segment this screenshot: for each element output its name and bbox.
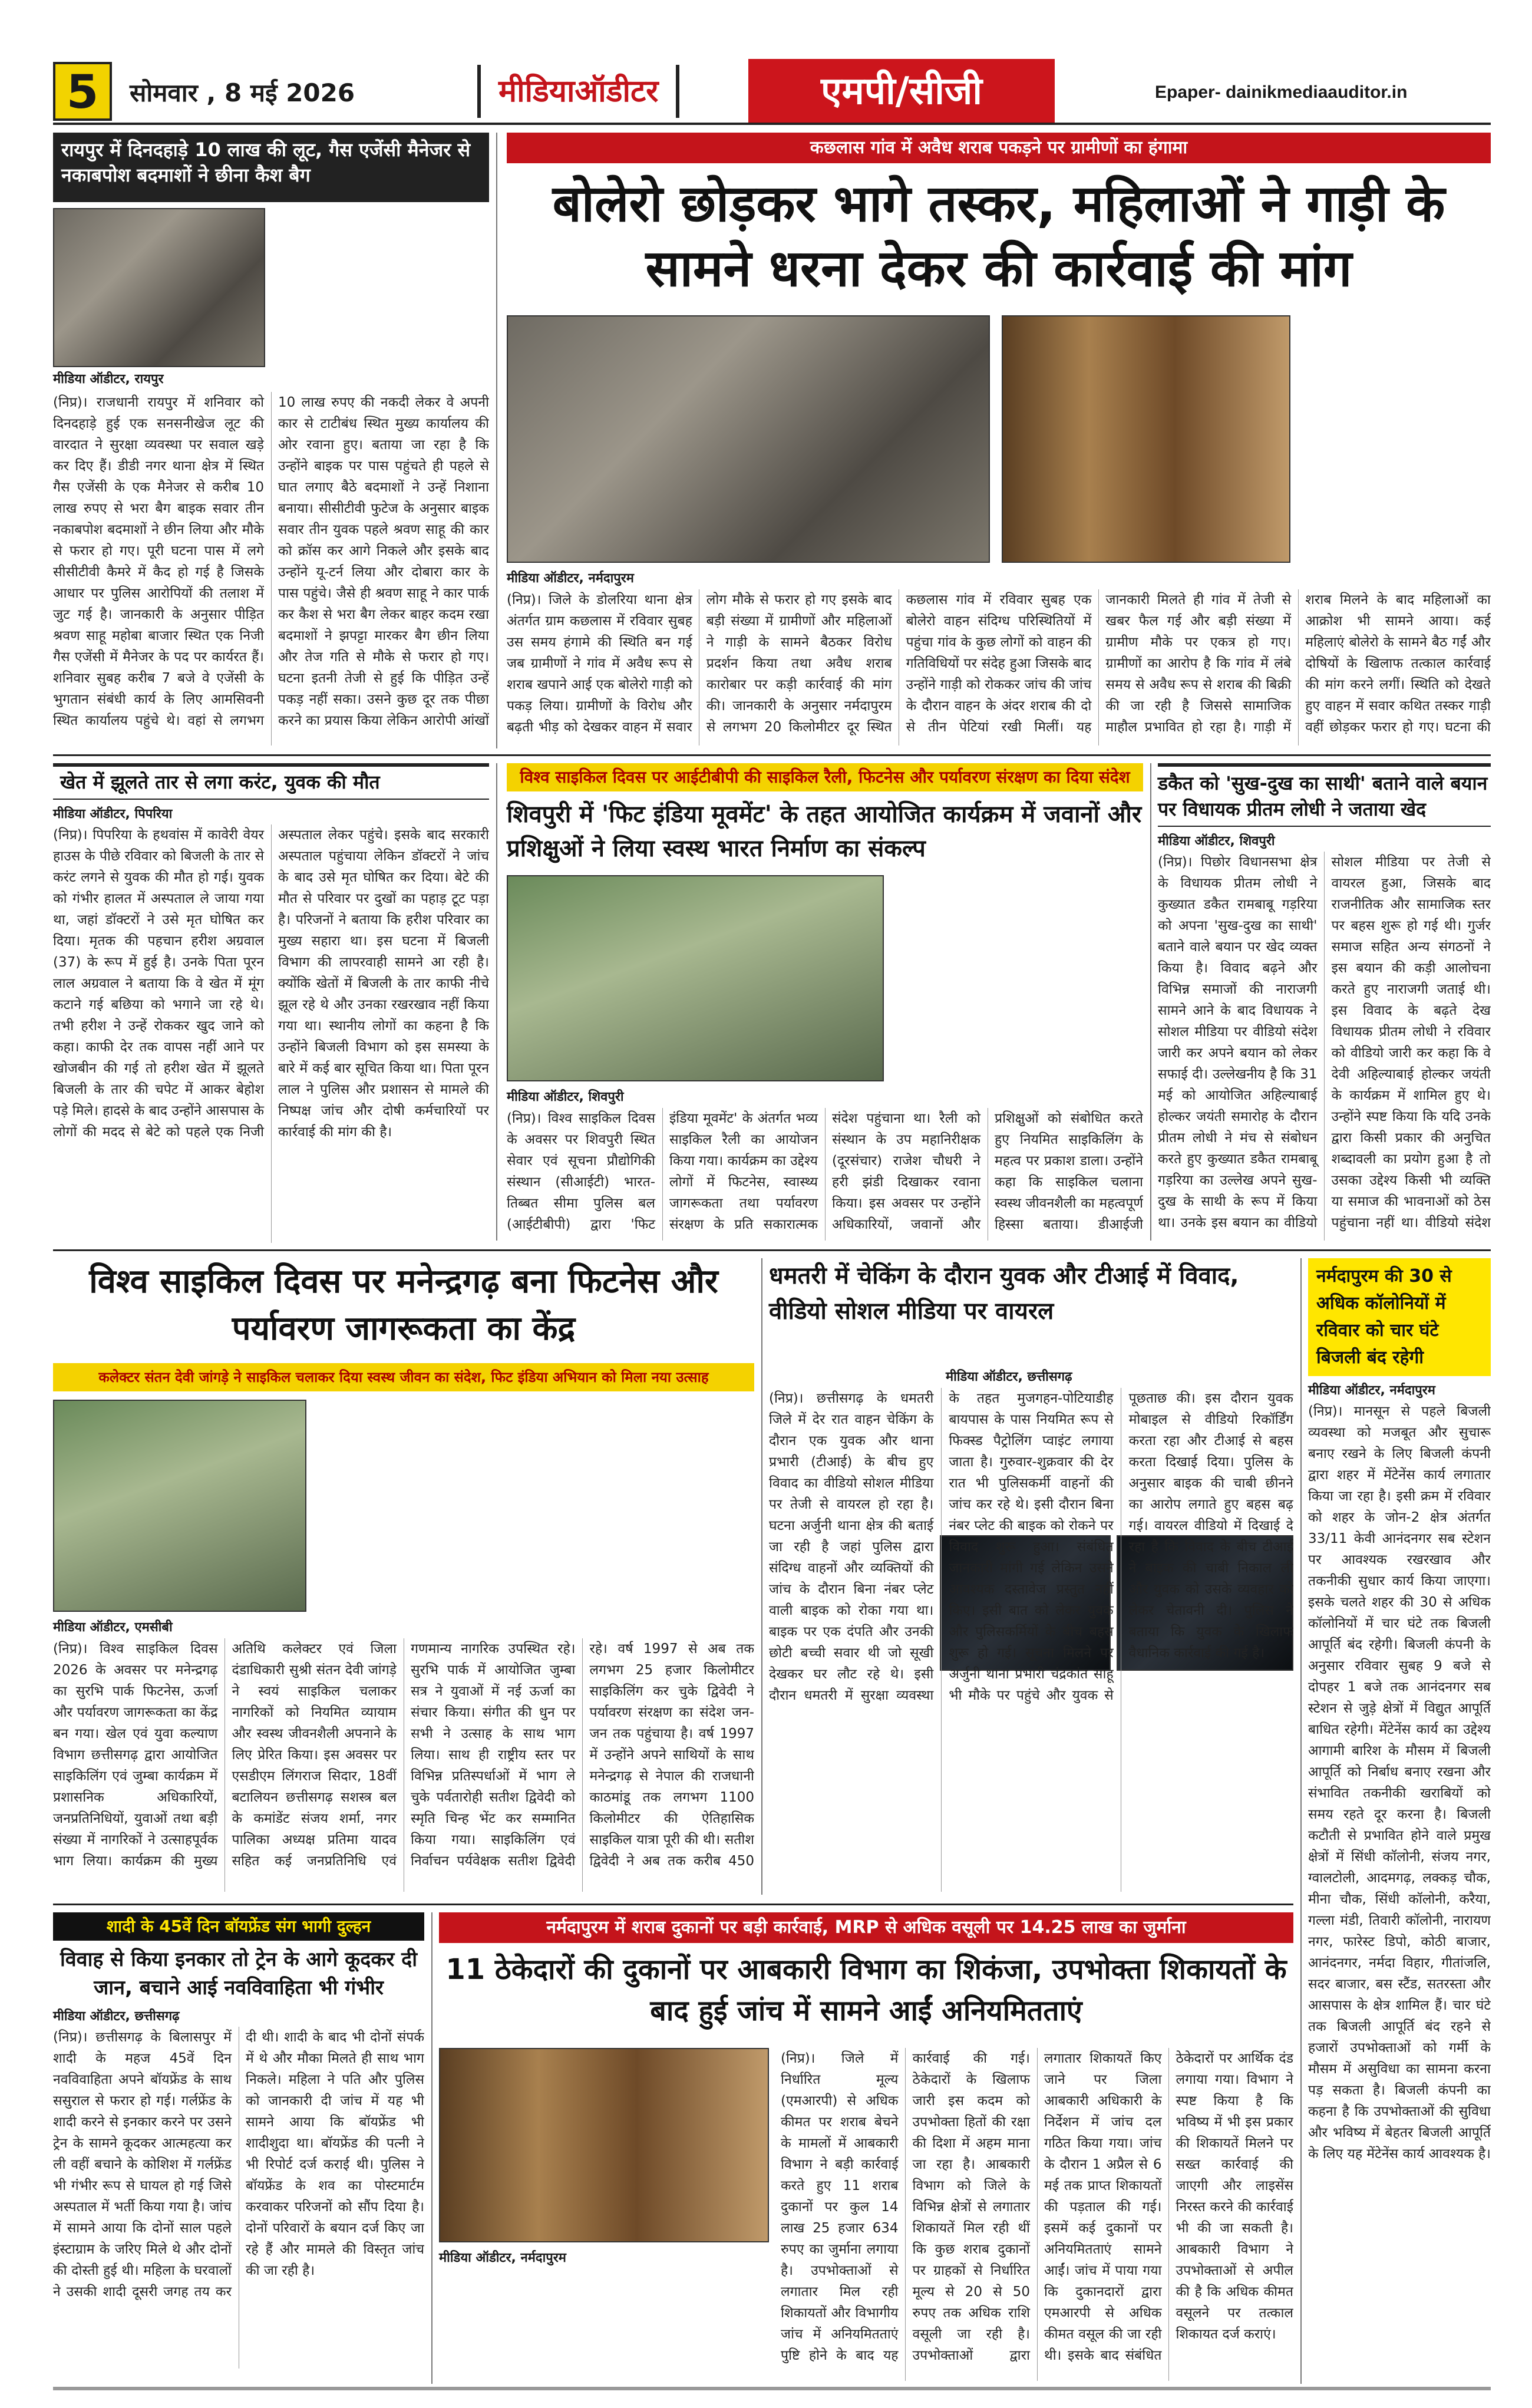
story-photo bbox=[439, 2048, 769, 2242]
story-photo-liquor bbox=[1002, 315, 1290, 563]
paper-name: मीडियाऑडीटर bbox=[477, 65, 679, 118]
story-headline: विश्व साइकिल दिवस पर मनेन्द्रगढ़ बना फिटनेस और पर्यावरण जागरूकता का केंद्र bbox=[89, 1262, 718, 1348]
story-headline: धमतरी में चेकिंग के दौरान युवक और टीआई में विवाद, वीडियो सोशल मीडिया पर वायरल bbox=[769, 1262, 1239, 1325]
story-kicker: नर्मदापुरम में शराब दुकानों पर बड़ी कार्रवाई, MRP से अधिक वसूली पर 14.25 लाख का जुर्माना bbox=[439, 1912, 1293, 1943]
column-divider bbox=[1300, 1258, 1302, 2384]
story-dateline: मीडिया ऑडीटर, नर्मदापुरम bbox=[439, 2251, 566, 2265]
story-body: (निप्र)। राजधानी रायपुर में शनिवार को दिनदहाड़े हुई एक सनसनीखेज लूट की वारदात ने सुरक्षा व्यवस्था पर सवाल खड़े कर दिए हैं। डीडी नगर थाना क्षेत्र में स्थित गैस एजेंसी के एक मैनेजर से करीब 10 लाख रुपए से भरा बैग बाइक सवार तीन नकाबपोश बदमाशों ने छीन लिया और मौके से फरार हो गए। पूरी घटना पास में लगे सीसीटीवी कैमरे में कैद हो गई है जिसके आधार पर पुलिस आरोपियों की तलाश में जुट गई है। जानकारी के अनुसार पीड़ित श्रवण साहू महोबा बाजार स्थित एक निजी गैस एजेंसी में मैनेजर के पद पर कार्यरत हैं। शनिवार सुबह करीब 7 बजे वे एजेंसी के भुगतान संबंधी कार्य के लिए आमसिवनी स्थित कार्यालय पहुंचे थे। वहां से लगभग 10 लाख रुपए की नकदी लेकर वे अपनी कार से टाटीबंध स्थित मुख्य कार्यालय की ओर रवाना हुए। बताया जा रहा है कि उन्होंने बाइक पर पास पहुंचते ही पहले से घात लगाए बैठे बदमाशों ने उन्हें निशाना बनाया। सीसीटीवी फुटेज के अनुसार बाइक सवार तीन युवक पहले श्रवण साहू की कार को क्रॉस कर आगे निकले और इसके बाद उन्होंने यू-टर्न लिया और दोबारा कार के पास पहुंचे। जैसे ही श्रवण साहू ने कार पार्क कर कैश से भरा बैग लेकर बाहर कदम रखा बदमाशों ने झपट्टा मारकर बैग छीन लिया और तेज गति से मौके से फरार हो गए। घटना इतनी तेजी से हुई कि पीड़ित उन्हें पकड़ नहीं सका। उसने कुछ दूर तक पीछा करने का प्रयास किया लेकिन आरोपी आंखों bbox=[53, 395, 489, 728]
story-dateline: मीडिया ऑडीटर, एमसीबी bbox=[53, 1620, 173, 1635]
section-rule bbox=[53, 1904, 1293, 1905]
story-kicker: शादी के 45वें दिन बॉयफ्रेंड संग भागी दुल्हन bbox=[53, 1912, 424, 1941]
story-body-left bbox=[439, 2269, 769, 2381]
column-divider bbox=[1150, 763, 1151, 1241]
story-raipur-loot bbox=[53, 133, 489, 748]
story-headline: बोलेरो छोड़कर भागे तस्कर, महिलाओं ने गाड़ी के सामने धरना देकर की कार्रवाई की मांग bbox=[552, 174, 1445, 298]
story-electrocution bbox=[53, 763, 489, 1241]
page-number: 5 bbox=[53, 62, 112, 121]
story-body-right bbox=[318, 1400, 754, 1612]
story-dateline: मीडिया ऑडीटर, रायपुर bbox=[53, 372, 164, 387]
column-divider bbox=[761, 1258, 762, 1895]
story-kicker: कलेक्टर संतन देवी जांगड़े ने साइकिल चलाकर दिया स्वस्थ जीवन का संदेश, फिट इंडिया अभियान को मिला नया उत्साह bbox=[53, 1363, 754, 1391]
story-photo-vehicle bbox=[507, 315, 990, 563]
story-dateline: मीडिया ऑडीटर, शिवपुरी bbox=[507, 1090, 624, 1104]
story-dateline: मीडिया ऑडीटर, नर्मदापुरम bbox=[1308, 1383, 1435, 1398]
story-bolero-liquor bbox=[507, 133, 1491, 748]
story-power-cut bbox=[1308, 1258, 1491, 2384]
story-headline: शिवपुरी में 'फिट इंडिया मूवमेंट' के तहत आयोजित कार्यक्रम में जवानों और प्रशिक्षुओं ने लिया स्वस्थ भारत निर्माण का संकल्प bbox=[507, 801, 1142, 862]
story-body: (निप्र)। विश्व साइकिल दिवस 2026 के अवसर पर मनेन्द्रगढ़ का सुरभि पार्क फिटनेस, ऊर्जा और पर्यावरण जागरूकता का केंद्र बन गया। खेल एवं युवा कल्याण विभाग छत्तीसगढ़ द्वारा आयोजित साइकिलिंग एवं जुम्बा कार्यक्रम में प्रशासनिक अधिकारियों, जनप्रतिनिधियों, युवाओं तथा बड़ी संख्या में नागरिकों ने उत्साहपूर्वक भाग लिया। कार्यक्रम की मुख्य अतिथि कलेक्टर एवं जिला दंडाधिकारी सुश्री संतन देवी जांगड़े ने स्वयं साइकिल चलाकर नागरिकों को नियमित व्यायाम और स्वस्थ जीवनशैली अपनाने के लिए प्रेरित किया। इस अवसर पर एसडीएम लिंगराज सिदार, 18वीं बटालियन छत्तीसगढ़ सशस्त्र बल के कमांडेंट संजय शर्मा, नगर पालिका अध्यक्ष प्रतिमा यादव सहित कई जनप्रतिनिधि एवं गणमान्य नागरिक उपस्थित रहे। सुरभि पार्क में आयोजित जुम्बा सत्र ने युवाओं में नई ऊर्जा का संचार किया। संगीत की धुन पर सभी ने उत्साह के साथ भाग लिया। साथ ही राष्ट्रीय स्तर पर विभिन्न प्रतिस्पर्धाओं में भाग ले चुके पर्वतारोही सतीश द्विवेदी को स्मृति चिन्ह भेंट कर सम्मानित किया गया। साइकिलिंग एवं निर्वाचन पर्यवेक्षक सतीश द्विवेदी रहे। वर्ष 1997 से अब तक लगभग 25 हजार किलोमीटर साइकिलिंग कर चुके द्विवेदी ने पर्यावरण संरक्षण का संदेश जन-जन तक पहुंचाया है। वर्ष 1997 में उन्होंने अपने साथियों के साथ मनेन्द्रगढ़ से नेपाल की राजधानी काठमांडू तक लगभग 1100 किलोमीटर की ऐतिहासिक साइकिल यात्रा पूरी की थी। सतीश द्विवेदी ने अब तक करीब 450 bbox=[53, 1641, 754, 1869]
story-headline: रायपुर में दिनदहाड़े 10 लाख की लूट, गैस एजेंसी मैनेजर से नकाबपोश बदमाशों ने छीना कैश बैग bbox=[53, 133, 489, 202]
story-bride bbox=[53, 1912, 424, 2384]
story-dateline: मीडिया ऑडीटर, नर्मदापुरम bbox=[507, 571, 634, 586]
story-headline: नर्मदापुरम की 30 से अधिक कॉलोनियों में रविवार को चार घंटे बिजली बंद रहेगी bbox=[1308, 1258, 1491, 1376]
story-dateline: मीडिया ऑडीटर, पिपरिया bbox=[53, 806, 173, 822]
story-manendragarh bbox=[53, 1258, 754, 1895]
story-body: (निप्र)। पिपरिया के हथवांस में कावेरी वेयर हाउस के पीछे रविवार को बिजली के तार से करंट लगने से युवक की मौत हो गई। युवक को गंभीर हालत में अस्पताल ले जाया गया था, जहां डॉक्टरों ने उसे मृत घोषित कर दिया। मृतक की पहचान हरीश अग्रवाल (37) के रूप में हुई है। उनके पिता पूरन लाल अग्रवाल ने बताया कि वे खेत में मूंग कटाने गई बछिया को भगाने जा रहे थे। तभी हरीश ने उन्हें रोककर खुद जाने को कहा। काफी देर तक वापस नहीं आने पर खोजबीन की गई तो हरीश खेत में झूलते बिजली के तार की चपेट में आकर बेहोश पड़े मिले। हादसे के बाद उन्होंने आसपास के लोगों की मदद से बेटे को पहले एक निजी अस्पताल लेकर पहुंचे। इसके बाद सरकारी अस्पताल पहुंचाया लेकिन डॉक्टरों ने जांच के बाद उसे मृत घोषित कर दिया। बेटे की मौत से परिवार पर दुखों का पहाड़ टूट पड़ा है। परिजनों ने बताया कि हरीश परिवार का मुख्य सहारा था। इस घटना में बिजली विभाग की लापरवाही सामने आ रही है। क्योंकि खेतों में बिजली के तार काफी नीचे झूल रहे थे और उनका रखरखाव नहीं किया गया था। स्थानीय लोगों का कहना है कि उन्होंने बिजली विभाग को इस समस्या के बारे में कई बार सूचित किया था। पिता पूरन लाल ने पुलिस और प्रशासन से मामले की निष्पक्ष जांच और दोषी कर्मचारियों पर कार्रवाई की मांग की है। bbox=[53, 827, 489, 1140]
masthead-rule bbox=[53, 123, 1491, 125]
story-body: (निप्र)। विश्व साइकिल दिवस के अवसर पर शिवपुरी स्थित सेवार एवं सूचना प्रौद्योगिकी संस्थान (सीआईटी) भारत-तिब्बत सीमा पुलिस बल (आईटीबीपी) द्वारा 'फिट इंडिया मूवमेंट' के अंतर्गत भव्य साइकिल रैली का आयोजन किया गया। कार्यक्रम का उद्देश्य लोगों में फिटनेस, स्वास्थ्य जागरूकता तथा पर्यावरण संरक्षण के प्रति सकारात्मक संदेश पहुंचाना था। रैली को संस्थान के उप महानिरीक्षक (दूरसंचार) राजेश चौधरी ने हरी झंडी दिखाकर रवाना किया। इस अवसर पर उन्होंने अधिकारियों, जवानों और प्रशिक्षुओं को संबोधित करते हुए नियमित साइकिलिंग के महत्व पर प्रकाश डाला। उन्होंने कहा कि साइकिल चलाना स्वस्थ जीवनशैली का महत्वपूर्ण हिस्सा बताया। डीआईजी bbox=[507, 1111, 1143, 1232]
story-body: (निप्र)। पिछोर विधानसभा क्षेत्र के विधायक प्रीतम लोधी ने कुख्यात डकैत रामबाबू गड़रिया को अपना 'सुख-दुख का साथी' बताने वाले बयान पर खेद व्यक्त किया है। विवाद बढ़ने और विभिन्न समाजों की नाराजगी सामने आने के बाद विधायक ने सोशल मीडिया पर वीडियो संदेश जारी कर अपने बयान को लेकर सफाई दी। उल्लेखनीय है कि 31 मई को आयोजित अहिल्याबाई होल्कर जयंती समारोह के दौरान प्रीतम लोधी ने मंच से संबोधन करते हुए कुख्यात डकैत रामबाबू गड़रिया का उल्लेख अपने सुख-दुख के साथी के रूप में किया था। उनके इस बयान का वीडियो सोशल मीडिया पर तेजी से वायरल हुआ, जिसके बाद राजनीतिक और सामाजिक स्तर पर बहस शुरू हो गई थी। गुर्जर समाज सहित अन्य संगठनों ने इस बयान की कड़ी आलोचना करते हुए नाराजगी जताई थी। इस विवाद के बढ़ते देख विधायक प्रीतम लोधी ने रविवार को वीडियो जारी कर कहा कि वे देवी अहिल्याबाई होल्कर जयंती के कार्यक्रम में शामिल हुए थे। उन्होंने स्पष्ट किया कि यदि उनके द्वारा किसी प्रकार की अनुचित शब्दावली का प्रयोग हुआ है तो उसका उद्देश्य किसी भी व्यक्ति या समाज की भावनाओं को ठेस पहुंचाना नहीं था। वीडियो संदेश bbox=[1158, 855, 1491, 1231]
story-dhamtari-dispute bbox=[769, 1258, 1293, 1895]
story-body: (निप्र)। जिले के डोलरिया थाना क्षेत्र अंतर्गत ग्राम कछलास में रविवार सुबह उस समय हंगामे की स्थिति बन गई जब ग्रामीणों ने गांव में अवैध रूप से शराब खपाने आई एक बोलेरो गाड़ी को पकड़ लिया। ग्रामीणों के विरोध और बढ़ती भीड़ को देखकर वाहन में सवार लोग मौके से फरार हो गए इसके बाद बड़ी संख्या में ग्रामीणों और महिलाओं ने गाड़ी के सामने बैठकर विरोध प्रदर्शन किया तथा अवैध शराब कारोबार पर कड़ी कार्रवाई की मांग की। जानकारी के अनुसार नर्मदापुरम से लगभग 20 किलोमीटर दूर स्थित कछलास गांव में रविवार सुबह एक बोलेरो वाहन संदिग्ध परिस्थितियों में पहुंचा गांव के कुछ लोगों को वाहन की गतिविधियों पर संदेह हुआ जिसके बाद उन्होंने गाड़ी को रोककर जांच की जांच के दौरान वाहन के अंदर शराब की दो से तीन पेटियां रखी मिलीं। यह जानकारी मिलते ही गांव में तेजी से खबर फैल गई और बड़ी संख्या में ग्रामीण मौके पर एकत्र हो गए। ग्रामीणों का आरोप है कि गांव में लंबे समय से अवैध रूप से शराब की बिक्री की जा रही है जिससे सामाजिक माहौल प्रभावित हो रहा है। गाड़ी में शराब मिलने के बाद महिलाओं का आक्रोश भी सामने आया। कई महिलाएं बोलेरो के सामने बैठ गईं और दोषियों के खिलाफ तत्काल कार्रवाई की मांग करने लगीं। स्थिति को देखते हुए वाहन में सवार कथित तस्कर गाड़ी वहीं छोड़कर फरार हो गए। घटना की bbox=[507, 592, 1491, 735]
section-rule bbox=[53, 754, 1491, 756]
story-headline: 11 ठेकेदारों की दुकानों पर आबकारी विभाग का शिकंजा, उपभोक्ता शिकायतों के बाद हुई जांच में सामने आईं अनियमितताएं bbox=[445, 1953, 1287, 2027]
column-divider bbox=[431, 1912, 432, 2384]
story-body: (निप्र)। छत्तीसगढ़ के बिलासपुर में शादी के महज 45वें दिन नवविवाहिता अपने बॉयफ्रेंड के साथ ससुराल से फरार हो गई। गर्लफ्रेंड के शादी करने से इनकार करने पर उसने ट्रेन के सामने कूदकर आत्महत्या कर ली वहीं बचाने के कोशिश में गर्लफ्रेंड भी गंभीर रूप से घायल हो गई जिसे अस्पताल में भर्ती किया गया है। जांच में सामने आया कि दोनों साल पहले इंस्टाग्राम के जरिए मिले थे और दोनों की दोस्ती हुई थी। महिला के घरवालों ने उसकी शादी दूसरी जगह तय कर दी थी। शादी के बाद भी दोनों संपर्क में थे और मौका मिलते ही साथ भाग निकले। महिला ने पति और पुलिस को जानकारी दी जांच में यह भी सामने आया कि बॉयफ्रेंड भी शादीशुदा था। बॉयफ्रेंड की पत्नी ने भी रिपोर्ट दर्ज कराई थी। पुलिस ने बॉयफ्रेंड के शव का पोस्टमार्टम करवाकर परिजनों को सौंप दिया है। दोनों परिवारों के बयान दर्ज किए जा रहे हैं और मामले की विस्तृत जांच की जा रही है। bbox=[53, 2030, 424, 2300]
story-body: (निप्र)। जिले में निर्धारित मूल्य (एमआरपी) से अधिक कीमत पर शराब बेचने के मामलों में आबकारी विभाग ने बड़ी कार्रवाई करते हुए 11 शराब दुकानों पर कुल 14 लाख 25 हजार 634 रुपए का जुर्माना लगाया है। उपभोक्ताओं से लगातार मिल रही शिकायतों और विभागीय जांच में अनियमितताएं पुष्टि होने के बाद यह कार्रवाई की गई। ठेकेदारों के खिलाफ जारी इस कदम को उपभोक्ता हितों की रक्षा की दिशा में अहम माना जा रहा है। आबकारी विभाग को जिले के विभिन्न क्षेत्रों से लगातार शिकायतें मिल रही थीं कि कुछ शराब दुकानों पर ग्राहकों से निर्धारित मूल्य से 20 से 50 रुपए तक अधिक राशि वसूली जा रही है। उपभोक्ताओं द्वारा लगातार शिकायतें किए जाने पर जिला आबकारी अधिकारी के निर्देशन में जांच दल गठित किया गया। जांच के दौरान 1 अप्रैल से 6 मई तक प्राप्त शिकायतों की पड़ताल की गई। इसमें कई दुकानों पर अनियमितताएं सामने आईं। जांच में पाया गया कि दुकानदारों द्वारा एमआरपी से अधिक कीमत वसूल की जा रही थी। इसके बाद संबंधित ठेकेदारों पर आर्थिक दंड लगाया गया। विभाग ने स्पष्ट किया है कि भविष्य में भी इस प्रकार की शिकायतें मिलने पर सख्त कार्रवाई की जाएगी और लाइसेंस निरस्त करने की कार्रवाई भी की जा सकती है। आबकारी विभाग ने उपभोक्ताओं से अपील की है कि अधिक कीमत वसूलने पर तत्काल शिकायत दर्ज कराएं। bbox=[781, 2051, 1293, 2363]
story-body-right bbox=[896, 875, 1143, 1081]
story-photo bbox=[53, 208, 265, 367]
story-photo bbox=[53, 1400, 306, 1612]
story-excise-fines bbox=[439, 1912, 1293, 2384]
issue-date: सोमवार , 8 मई 2026 bbox=[130, 78, 355, 107]
story-body-right bbox=[277, 208, 489, 385]
column-divider bbox=[496, 133, 497, 748]
epaper-link[interactable]: Epaper- dainikmediaauditor.in bbox=[1155, 83, 1408, 102]
story-headline: डकैत को 'सुख-दुख का साथी' बताने वाले बयान पर विधायक प्रीतम लोधी ने जताया खेद bbox=[1158, 763, 1491, 827]
section-title: एमपी/सीजी bbox=[748, 59, 1055, 124]
story-itbp-rally bbox=[507, 763, 1143, 1241]
page-bottom-rule bbox=[53, 2387, 1491, 2390]
story-body: (निप्र)। मानसून से पहले बिजली व्यवस्था को मजबूत और सुचारू बनाए रखने के लिए बिजली कंपनी द्वारा शहर में मेंटेनेंस कार्य लगातार किया जा रहा है। इसी क्रम में रविवार को शहर के जोन-2 क्षेत्र अंतर्गत 33/11 केवी आनंदनगर सब स्टेशन पर आवश्यक रखरखाव और तकनीकी सुधार कार्य किया जाएगा। इसके चलते शहर की 30 से अधिक कॉलोनियों में चार घंटे तक बिजली आपूर्ति बंद रहेगी। बिजली कंपनी के अनुसार रविवार सुबह 9 बजे से दोपहर 1 बजे तक आनंदनगर सब स्टेशन से जुड़े क्षेत्रों में विद्युत आपूर्ति बाधित रहेगी। मेंटेनेंस कार्य का उद्देश्य आगामी बारिश के मौसम में बिजली आपूर्ति को निर्बाध बनाए रखना और संभावित तकनीकी खराबियों को समय रहते दूर करना है। बिजली कटौती से प्रभावित होने वाले प्रमुख क्षेत्रों में सिंधी कॉलोनी, संजय नगर, ग्वालटोली, आदमगढ़, लक्कड़ चौक, मीना चौक, सिंधी कॉलोनी, करैया, गल्ला मंडी, तिवारी कॉलोनी, नारायण नगर, फारेस्ट डिपो, कोठी बाजार, आनंदनगर, नर्मदा विहार, गीतांजलि, सदर बाजार, बस स्टैंड, सतरस्ता और आसपास के क्षेत्र शामिल हैं। चार घंटे तक बिजली आपूर्ति बंद रहने से हजारों उपभोक्ताओं को गर्मी के मौसम में असुविधा का सामना करना पड़ सकता है। बिजली कंपनी का कहना है कि उपभोक्ताओं की सुविधा और भविष्य में बेहतर बिजली आपूर्ति के लिए यह मेंटेनेंस कार्य आवश्यक है। bbox=[1308, 1404, 1491, 2162]
story-headline: विवाह से किया इनकार तो ट्रेन के आगे कूदकर दी जान, बचाने आई नवविवाहिता भी गंभीर bbox=[60, 1948, 418, 2000]
story-dateline: मीडिया ऑडीटर, शिवपुरी bbox=[1158, 834, 1275, 849]
story-kicker: कछलास गांव में अवैध शराब पकड़ने पर ग्रामीणों का हंगामा bbox=[507, 133, 1491, 163]
story-photo bbox=[507, 875, 884, 1081]
story-body-side bbox=[1302, 315, 1491, 563]
story-mla-statement bbox=[1158, 763, 1491, 1241]
story-body: (निप्र)। छत्तीसगढ़ के धमतरी जिले में देर रात वाहन चेकिंग के दौरान एक युवक और थाना प्रभारी (टीआई) के बीच हुए विवाद का वीडियो सोशल मीडिया पर तेजी से वायरल हो रहा है। घटना अर्जुनी थाना क्षेत्र की बताई जा रही है जहां पुलिस द्वारा संदिग्ध वाहनों और व्यक्तियों की जांच के दौरान बिना नंबर प्लेट वाली बाइक को रोका गया था। बाइक पर एक दंपति और उनकी छोटी बच्ची सवार थी जो सूखी देखकर घर लौट रहे थे। इसी दौरान धमतरी में सुरक्षा व्यवस्था के तहत मुजगहन-पोटियाडीह बायपास के पास नियमित रूप से फिक्स्ड पैट्रोलिंग प्वाइंट लगाया जाता है। गुरुवार-शुक्रवार की देर रात भी पुलिसकर्मी वाहनों की जांच कर रहे थे। इसी दौरान बिना नंबर प्लेट की बाइक को रोकने पर विवाद शुरू हुआ। संबंधित जानकारी मांगी गई लेकिन उसने आवश्यक दस्तावेज प्रस्तुत नहीं किए। इसी बात को लेकर युवक और पुलिसकर्मियों के बीच बहस शुरू हो गई। सूचना मिलने पर अर्जुनी थाना प्रभारी चंद्रकांत साहू भी मौके पर पहुंचे और युवक से पूछताछ की। इस दौरान युवक मोबाइल से वीडियो रिकॉर्डिंग करता रहा और टीआई से बहस करता दिखाई दिया। पुलिस के अनुसार बाइक की चाबी छीनने का आरोप लगाते हुए बहस बढ़ गई। वायरल वीडियो में दिखाई दे रहा है कि विवाद के बीच टीआई ने बाइक की चाबी निकाल ली और युवक को उसके व्यवहार को लेकर चेतावनी दी। पुलिस ने बताया कि युवक के खिलाफ वैधानिक कार्रवाई की गई है। bbox=[769, 1391, 1293, 1703]
section-rule bbox=[53, 1249, 1491, 1251]
story-kicker: विश्व साइकिल दिवस पर आईटीबीपी की साइकिल रैली, फिटनेस और पर्यावरण संरक्षण का दिया संदेश bbox=[507, 763, 1143, 791]
masthead bbox=[0, 0, 1532, 124]
story-dateline: मीडिया ऑडीटर, छत्तीसगढ़ bbox=[53, 2009, 180, 2024]
story-dateline: मीडिया ऑडीटर, छत्तीसगढ़ bbox=[946, 1370, 1072, 1384]
column-divider bbox=[496, 763, 497, 1241]
story-headline: खेत में झूलते तार से लगा करंट, युवक की मौत bbox=[53, 763, 489, 800]
